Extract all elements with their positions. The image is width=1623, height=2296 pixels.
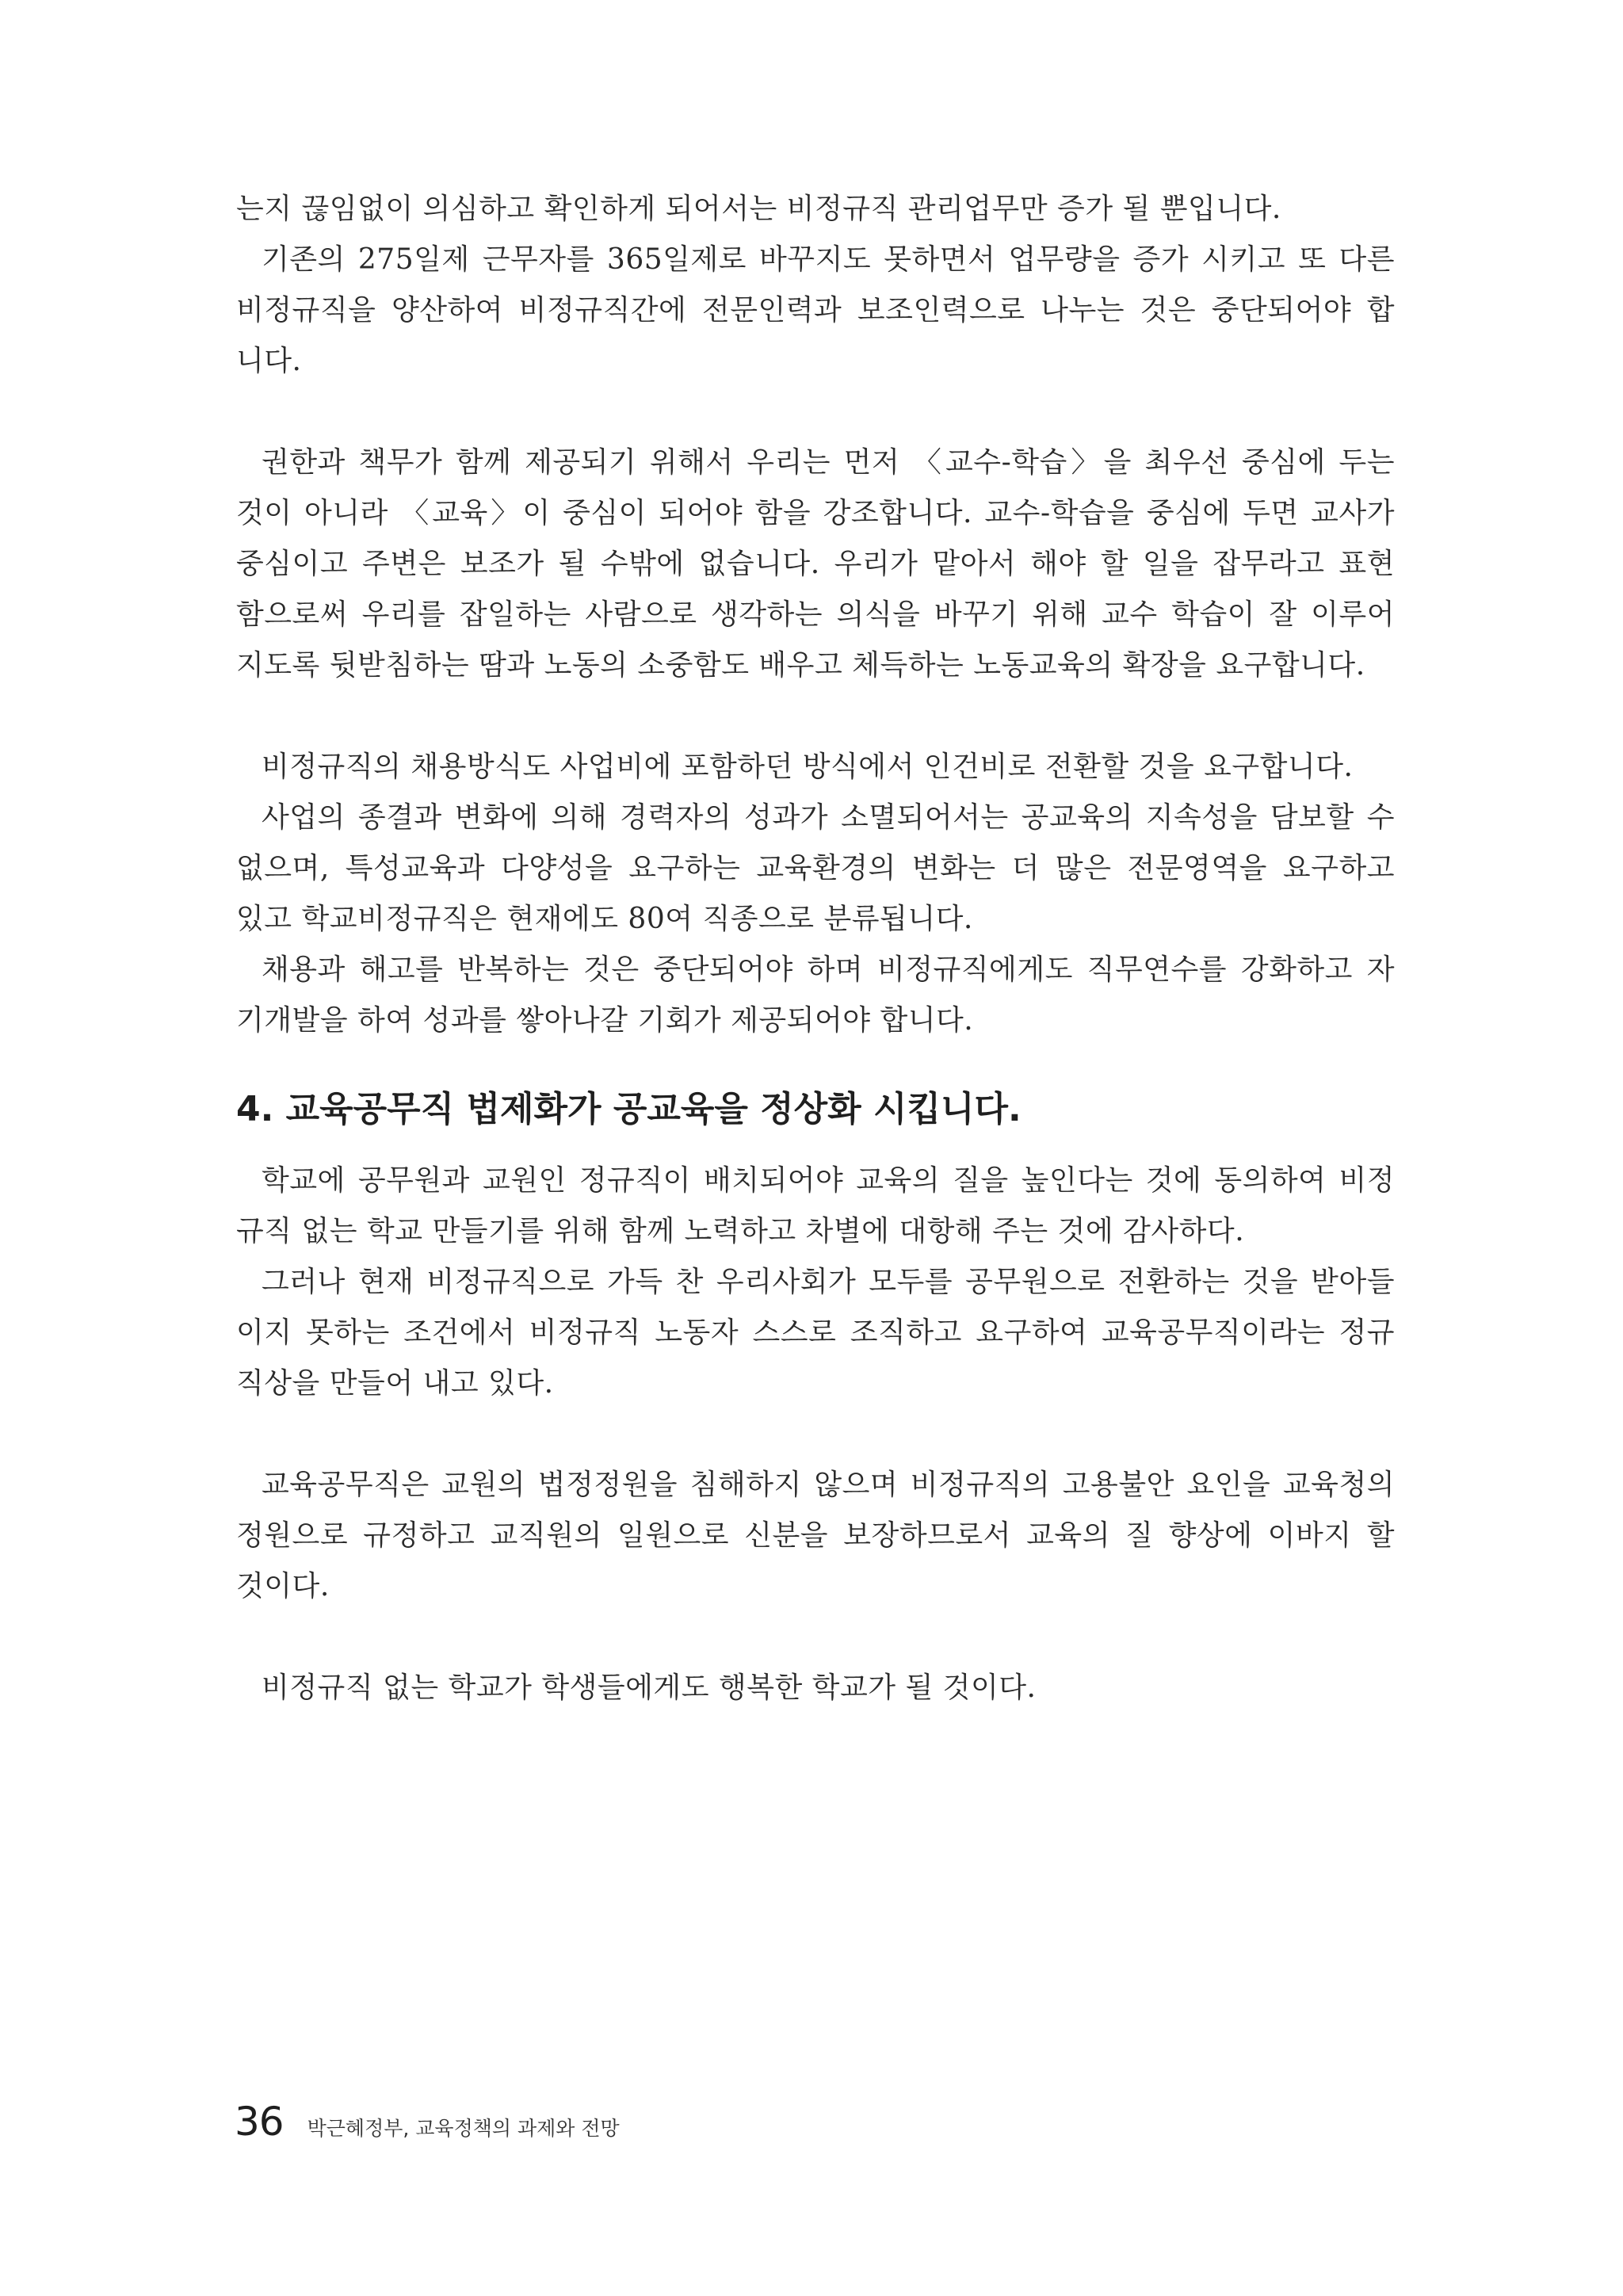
text-line: 권한과 책무가 함께 제공되기 위해서 우리는 먼저 〈교수-학습〉을 최우선 중심에 두는 [262,446,1395,479]
text-line: 직상을 만들어 내고 있다. [236,1367,554,1400]
paragraph [236,1257,1395,1409]
text-line: 사업의 종결과 변화에 의해 경력자의 성과가 소멸되어서는 공교육의 지속성을 담보할 수 [262,801,1395,834]
page-footer [235,2099,620,2145]
paragraphs-before-heading [236,184,1395,1046]
running-title: 박근혜정부, 교육정책의 과제와 전망 [307,2117,620,2140]
paragraph [236,437,1395,691]
page-number: 36 [235,2099,284,2145]
text-line: 채용과 해고를 반복하는 것은 중단되어야 하며 비정규직에게도 직무연수를 강화하고 자 [262,953,1395,986]
text-line: 니다. [236,345,302,377]
text-line: 지도록 뒷받침하는 땀과 노동의 소중함도 배우고 체득하는 노동교육의 확장을 요구합니다. [236,649,1365,682]
text-line: 는지 끊임없이 의심하고 확인하게 되어서는 비정규직 관리업무만 증가 될 뿐입니다. [236,193,1281,225]
text-line: 비정규직의 채용방식도 사업비에 포함하던 방식에서 인건비로 전환할 것을 요구합니다. [262,751,1354,783]
text-line: 기개발을 하여 성과를 쌓아나갈 기회가 제공되어야 합니다. [236,1004,974,1037]
text-line: 교육공무직은 교원의 법정정원을 침해하지 않으며 비정규직의 고용불안 요인을 교육청의 [262,1469,1395,1501]
paragraph [236,1663,1395,1713]
paragraph [236,1156,1395,1257]
paragraph [236,793,1395,945]
text-line: 학교에 공무원과 교원인 정규직이 배치되어야 교육의 질을 높인다는 것에 동의하여 비정 [262,1164,1395,1197]
text-line: 기존의 275일제 근무자를 365일제로 바꾸지도 못하면서 업무량을 증가 시키고 또 다른 [262,243,1395,276]
text-line: 비정규직 없는 학교가 학생들에게도 행복한 학교가 될 것이다. [262,1671,1037,1704]
text-line: 중심이고 주변은 보조가 될 수밖에 없습니다. 우리가 맡아서 해야 할 일을 잡무라고 표현 [236,548,1395,580]
text-line: 규직 없는 학교 만들기를 위해 함께 노력하고 차별에 대항해 주는 것에 감사하다. [236,1215,1245,1247]
text-line: 있고 학교비정규직은 현재에도 80여 직종으로 분류됩니다. [236,903,973,935]
body-text [236,184,1395,1713]
paragraph-gap [236,691,1395,742]
section-heading: 4. 교육공무직 법제화가 공교육을 정상화 시킵니다. [236,1089,1022,1129]
text-line: 것이 아니라 〈교육〉이 중심이 되어야 함을 강조합니다. 교수-학습을 중심에 두면 교사가 [236,497,1395,529]
paragraph [236,945,1395,1046]
paragraph [236,742,1395,793]
paragraph [236,235,1395,387]
paragraphs-after-heading [236,1156,1395,1713]
text-line: 그러나 현재 비정규직으로 가득 찬 우리사회가 모두를 공무원으로 전환하는 것을 받아들 [262,1266,1395,1298]
paragraph-gap [236,1612,1395,1663]
text-line: 비정규직을 양산하여 비정규직간에 전문인력과 보조인력으로 나누는 것은 중단되어야 합 [236,294,1395,327]
text-line: 이지 못하는 조건에서 비정규직 노동자 스스로 조직하고 요구하여 교육공무직이라는 정규 [236,1316,1395,1349]
text-line: 정원으로 규정하고 교직원의 일원으로 신분을 보장하므로서 교육의 질 향상에 이바지 할 [236,1519,1395,1552]
paragraph [236,184,1395,235]
paragraph-gap [236,1409,1395,1460]
text-line: 것이다. [236,1570,330,1603]
paragraph-gap [236,387,1395,437]
text-line: 없으며, 특성교육과 다양성을 요구하는 교육환경의 변화는 더 많은 전문영역을 요구하고 [236,852,1395,884]
paragraph [236,1460,1395,1612]
text-line: 함으로써 우리를 잡일하는 사람으로 생각하는 의식을 바꾸기 위해 교수 학습이 잘 이루어 [236,598,1395,631]
